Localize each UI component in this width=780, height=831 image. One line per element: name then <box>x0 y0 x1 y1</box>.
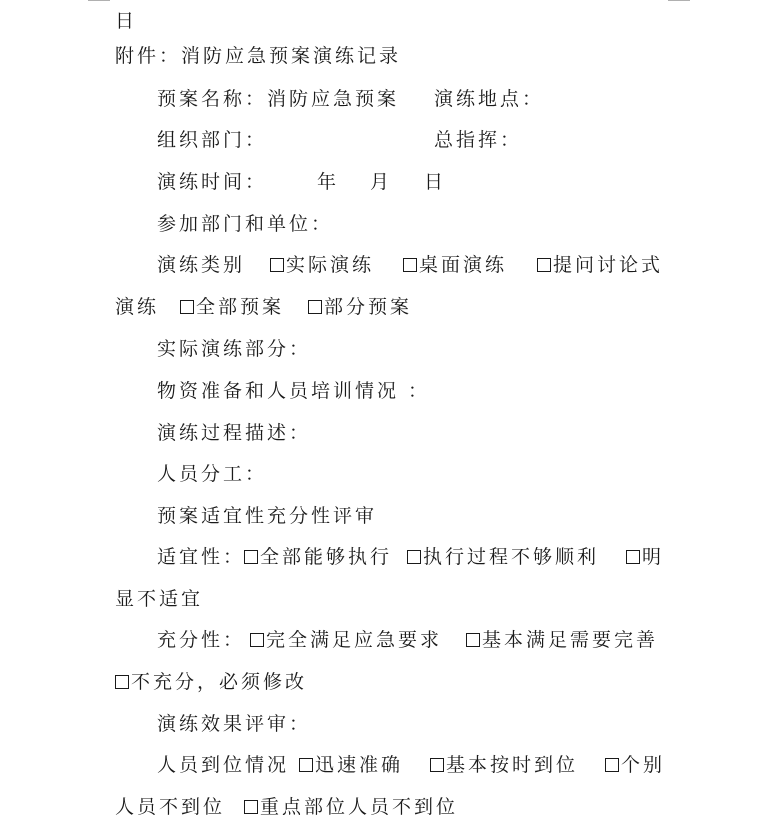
attachment-title: 附件：消防应急预案演练记录 <box>115 45 402 67</box>
page-corner-mark-right <box>668 0 690 3</box>
division: 人员分工： <box>157 463 268 485</box>
drill-location: 演练地点： <box>434 88 545 110</box>
checkbox[interactable] <box>244 550 258 564</box>
option-all-plan[interactable]: 全部预案 <box>180 294 284 320</box>
checkbox[interactable] <box>270 258 284 272</box>
adeq-option-1[interactable]: 完全满足应急要求 <box>250 627 442 653</box>
effect-review: 演练效果评审： <box>157 713 312 735</box>
process: 演练过程描述： <box>157 422 312 444</box>
checkbox[interactable] <box>430 758 444 772</box>
arrival-option-1[interactable]: 迅速准确 <box>299 752 403 778</box>
checkbox[interactable] <box>308 300 322 314</box>
arrival-option-3-continued: 人员不到位 <box>115 796 226 818</box>
adeq-option-3[interactable]: 不充分，必须修改 <box>115 669 307 695</box>
day-label: 日 <box>424 171 447 193</box>
suit-option-3[interactable]: 明 <box>626 544 664 570</box>
adequacy-label: 充分性： <box>157 629 246 651</box>
checkbox[interactable] <box>115 675 129 689</box>
month-label: 月 <box>370 171 393 193</box>
checkbox[interactable] <box>407 550 421 564</box>
page-corner-mark-left <box>88 0 110 3</box>
suit-option-3-continued: 显不适宜 <box>115 588 204 610</box>
option-qa-continued: 演练 <box>115 296 160 318</box>
option-actual-drill[interactable]: 实际演练 <box>270 252 374 278</box>
checkbox[interactable] <box>250 633 264 647</box>
year-label: 年 <box>317 171 340 193</box>
checkbox[interactable] <box>537 258 551 272</box>
org-dept: 组织部门： <box>157 129 268 151</box>
suitability-label: 适宜性： <box>157 546 246 568</box>
arrival-label: 人员到位情况 <box>157 754 290 776</box>
arrival-option-4[interactable]: 重点部位人员不到位 <box>244 794 458 820</box>
checkbox[interactable] <box>299 758 313 772</box>
plan-name: 预案名称：消防应急预案 <box>157 88 400 110</box>
actual-part: 实际演练部分： <box>157 338 312 360</box>
option-tabletop-drill[interactable]: 桌面演练 <box>403 252 507 278</box>
top-fragment: 日 <box>115 10 138 32</box>
checkbox[interactable] <box>466 633 480 647</box>
materials: 物资准备和人员培训情况 ： <box>157 380 431 402</box>
commander: 总指挥： <box>434 129 523 151</box>
adeq-option-2[interactable]: 基本满足需要完善 <box>466 627 658 653</box>
checkbox[interactable] <box>626 550 640 564</box>
suit-option-2[interactable]: 执行过程不够顺利 <box>407 544 599 570</box>
suit-option-1[interactable]: 全部能够执行 <box>244 544 392 570</box>
checkbox[interactable] <box>403 258 417 272</box>
drill-time: 演练时间： <box>157 171 268 193</box>
participants: 参加部门和单位： <box>157 213 334 235</box>
checkbox[interactable] <box>180 300 194 314</box>
arrival-option-3[interactable]: 个别 <box>605 752 665 778</box>
arrival-option-2[interactable]: 基本按时到位 <box>430 752 578 778</box>
checkbox[interactable] <box>244 800 258 814</box>
review: 预案适宜性充分性评审 <box>157 505 378 527</box>
option-qa-drill[interactable]: 提问讨论式 <box>537 252 663 278</box>
option-partial-plan[interactable]: 部分预案 <box>308 294 412 320</box>
drill-type-label: 演练类别 <box>157 254 246 276</box>
checkbox[interactable] <box>605 758 619 772</box>
